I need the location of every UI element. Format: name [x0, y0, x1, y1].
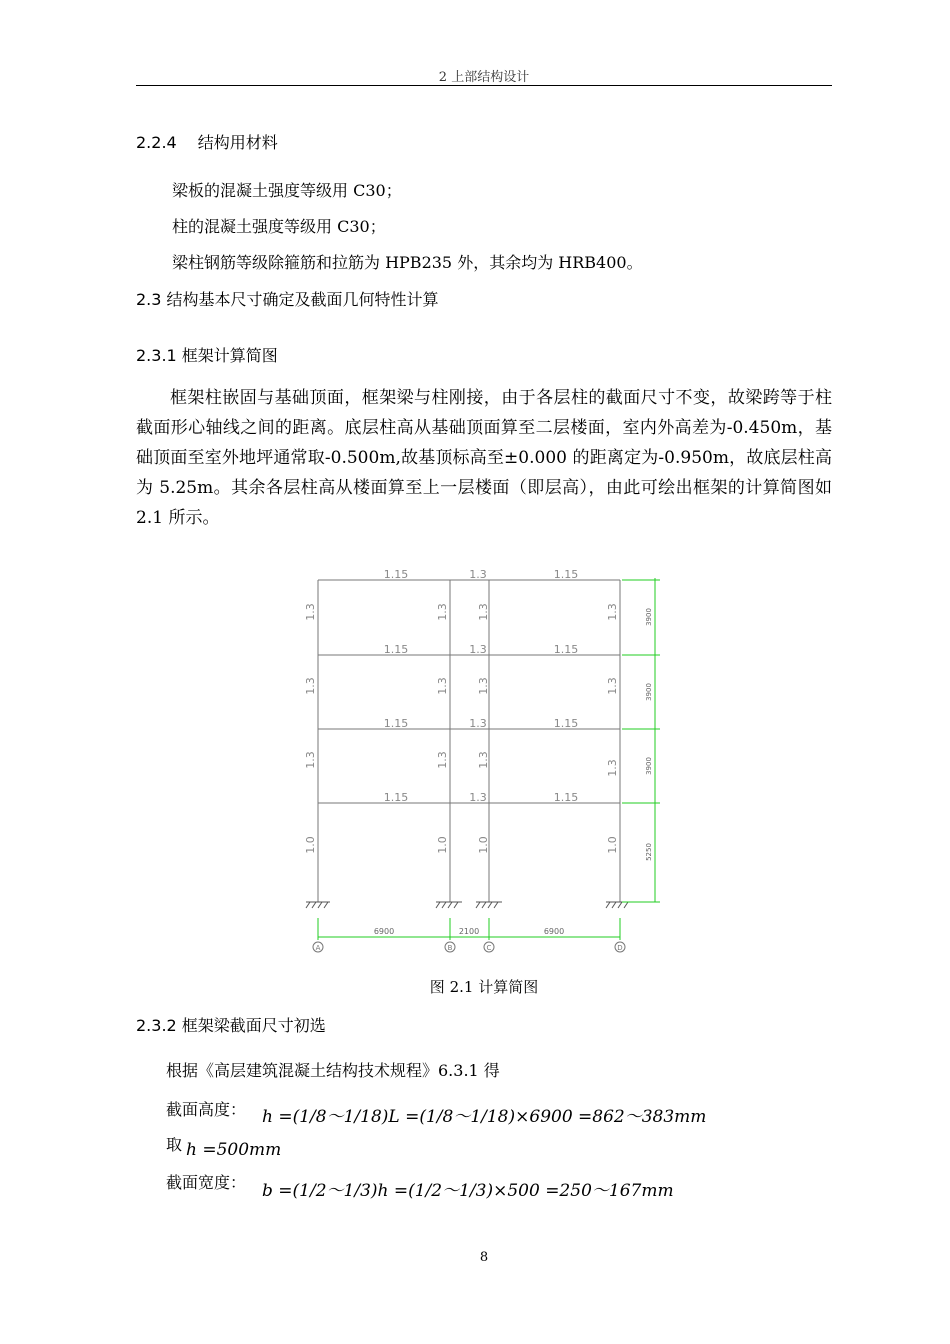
- column-label: 1.3: [606, 603, 619, 621]
- section-height-equation: h =(1/8～1/18)L =(1/8～1/18)×6900 =862～383mm: [262, 1107, 707, 1127]
- column-label: 1.0: [606, 836, 619, 854]
- beam-label: 1.3: [469, 643, 487, 656]
- beam-label: 1.15: [383, 568, 409, 581]
- beam-label: 1.15: [553, 717, 579, 730]
- section-2-3-2-title: 2.3.2 框架梁截面尺寸初选: [136, 1016, 326, 1035]
- running-header: 2 上部结构设计: [438, 70, 530, 85]
- span-label-cd: 6900: [543, 927, 565, 936]
- column-label: 1.3: [304, 751, 317, 769]
- section-height-label: 截面高度：: [166, 1100, 247, 1119]
- beam-label: 1.3: [469, 568, 487, 581]
- fixed-supports: [306, 902, 634, 908]
- column-label: 1.3: [436, 677, 449, 695]
- column-label: 1.0: [477, 836, 490, 854]
- beam-label: 1.15: [553, 791, 579, 804]
- header-rule: [136, 85, 832, 86]
- beam-label: 1.3: [469, 791, 487, 804]
- column-label: 1.3: [477, 677, 490, 695]
- axis-bubbles: [313, 942, 625, 952]
- column-label: 1.3: [477, 603, 490, 621]
- column-label: 1.3: [436, 603, 449, 621]
- frame-diagram: [300, 565, 665, 957]
- axis-label-c: C: [486, 944, 492, 952]
- material-line-1: 梁板的混凝土强度等级用 C30；: [172, 181, 402, 200]
- take-label: 取: [166, 1135, 183, 1154]
- material-line-2: 柱的混凝土强度等级用 C30；: [172, 217, 386, 236]
- column-label: 1.3: [436, 751, 449, 769]
- height-dimension-line: [622, 578, 660, 902]
- column-label: 1.0: [436, 836, 449, 854]
- storey-height-label: 3900: [645, 757, 653, 775]
- section-2-3-title: 2.3 结构基本尺寸确定及截面几何特性计算: [136, 290, 439, 309]
- span-label-ab: 6900: [373, 927, 395, 936]
- axis-label-a: A: [315, 944, 321, 952]
- span-label-bc: 2100: [458, 927, 480, 936]
- storey-height-label: 5250: [645, 843, 653, 861]
- support-d: [606, 902, 634, 908]
- storey-height-label: 3900: [645, 683, 653, 701]
- section-2-2-4-title: 2.2.4 结构用材料: [136, 133, 278, 152]
- beam-label: 1.15: [553, 643, 579, 656]
- column-label: 1.3: [477, 751, 490, 769]
- code-reference-line: 根据《高层建筑混凝土结构技术规程》6.3.1 得: [166, 1061, 500, 1080]
- frame-lines: [318, 580, 620, 902]
- page-number: 8: [479, 1250, 489, 1265]
- column-label: 1.3: [304, 677, 317, 695]
- column-label: 1.3: [304, 603, 317, 621]
- column-label: 1.3: [606, 677, 619, 695]
- beam-label: 1.3: [469, 717, 487, 730]
- support-b: [436, 902, 462, 908]
- column-label: 1.3: [606, 759, 619, 777]
- storey-height-label: 3900: [645, 608, 653, 626]
- beam-label: 1.15: [383, 791, 409, 804]
- section-2-3-1-title: 2.3.1 框架计算简图: [136, 346, 278, 365]
- support-c: [476, 902, 502, 908]
- column-label: 1.0: [304, 836, 317, 854]
- beam-label: 1.15: [553, 568, 579, 581]
- axis-label-b: B: [447, 944, 453, 952]
- figure-caption: 图 2.1 计算简图: [429, 978, 539, 996]
- material-line-3: 梁柱钢筋等级除箍筋和拉筋为 HPB235 外，其余均为 HRB400。: [172, 253, 643, 272]
- axis-label-d: D: [617, 944, 623, 952]
- beam-label: 1.15: [383, 643, 409, 656]
- section-width-equation: b =(1/2～1/3)h =(1/2～1/3)×500 =250～167mm: [262, 1181, 674, 1201]
- frame-description-paragraph: 框架柱嵌固与基础顶面，框架梁与柱刚接，由于各层柱的截面尺寸不变，故梁跨等于柱截面形心轴线之间的距离。底层柱高从基础顶面算至二层楼面，室内外高差为-0.450m，基础顶面至室外地坪通常取-0.500m,故基顶标高至±0.000 的距离定为-0.950m，故底层柱高为 5.25m。其余各层柱高从楼面算至上一层楼面（即层高），由此可绘出框架的计算简图如 2.1 所示。: [136, 388, 832, 528]
- section-width-label: 截面宽度：: [166, 1173, 247, 1192]
- take-equation: h =500mm: [186, 1140, 282, 1160]
- support-a: [306, 902, 330, 908]
- beam-label: 1.15: [383, 717, 409, 730]
